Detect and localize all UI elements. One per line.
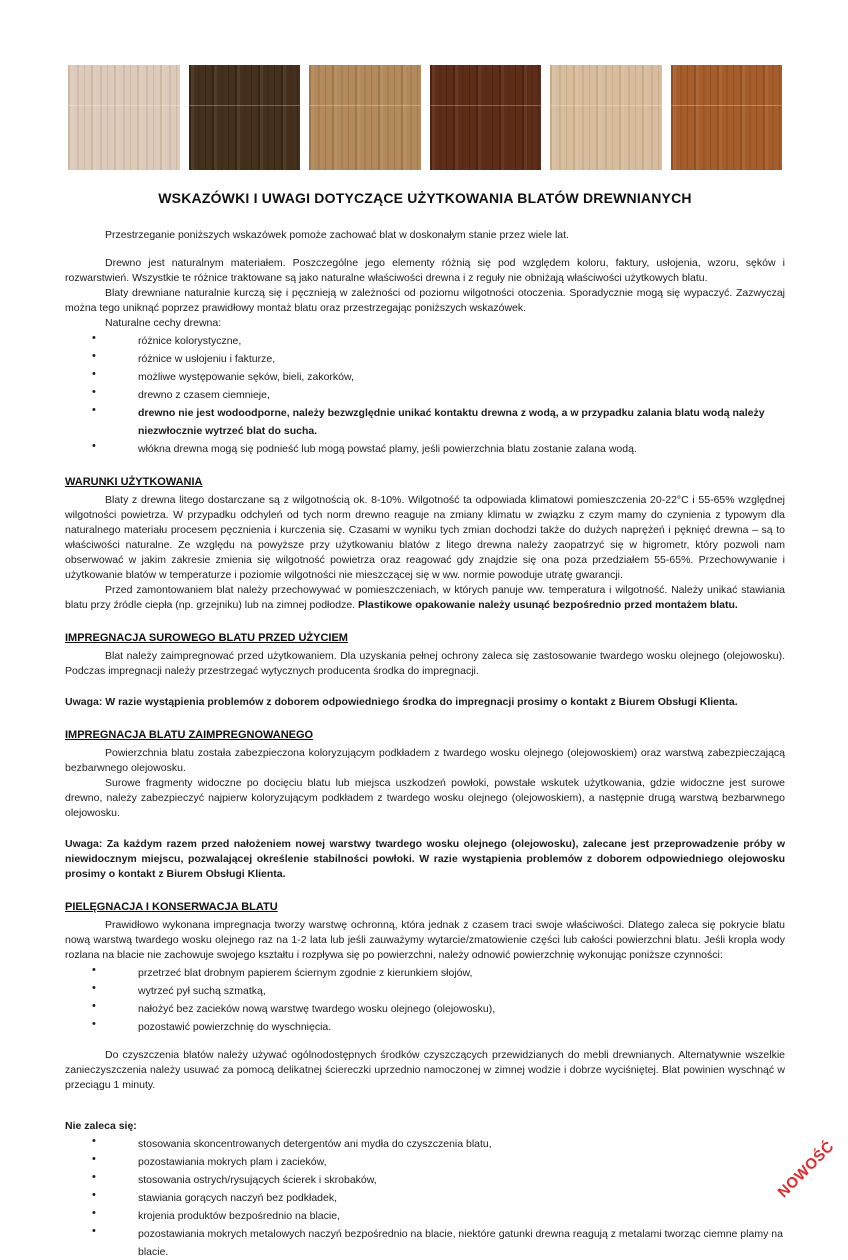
intro-paragraph-3: Blaty drewniane naturalnie kurczą się i pęcznieją w zależności od poziomu wilgotności otoczenia. Sporadycznie mogą się wypaczyć. Zazwyczaj można tego uniknąć poprzez prawidłowy montaż blatu oraz przestrzegając poniższych wskazówek.: [65, 287, 785, 314]
list-item: • drewno z czasem ciemnieje,: [65, 385, 785, 403]
section-heading-impregnation-raw: IMPREGNACJA SUROWEGO BLATU PRZED UŻYCIEM: [65, 632, 348, 644]
list-item: • stosowania ostrych/rysujących ścierek i skrobaków,: [65, 1170, 785, 1188]
list-item: • wytrzeć pył suchą szmatką,: [65, 981, 785, 999]
list-item: • nałożyć bez zacieków nową warstwę twardego wosku olejnego (olejowosku),: [65, 999, 785, 1017]
usage-paragraph-2-normal: Przed zamontowaniem blat należy przechowywać w pomieszczeniach, w których panuje ww. temperatura i wilgotność. Należy unikać stawiania blatu przy źródle ciepła (np. grzejniku) lub na zimnej podłodze.: [65, 584, 785, 611]
natural-features-list: [65, 331, 785, 457]
natural-features-label: Naturalne cechy drewna:: [105, 317, 222, 329]
intro-paragraph-1: Przestrzeganie poniższych wskazówek pomoże zachować blat w doskonałym stanie przez wiele lat.: [105, 229, 569, 241]
list-item: • pozostawiania mokrych plam i zacieków,: [65, 1152, 785, 1170]
section-heading-care: PIELĘGNACJA I KONSERWACJA BLATU: [65, 901, 278, 913]
wood-swatch-2: [189, 65, 301, 170]
not-recommended-list: [65, 1134, 785, 1260]
list-item: • różnice kolorystyczne,: [65, 331, 785, 349]
list-item: • pozostawić powierzchnię do wyschnięcia.: [65, 1017, 785, 1035]
wood-swatch-6: [671, 65, 783, 170]
wood-swatch-1: [68, 65, 180, 170]
usage-paragraph-1: Blaty z drewna litego dostarczane są z wilgotnością ok. 8-10%. Wilgotność ta odpowiada klimatowi pomieszczenia 20-22°C i 55-65% względnej wilgotności powietrza. W przypadku odchyleń od tych norm drewno reaguje na zmiany klimatu w związku z czym mamy do czynienia z typowym dla naturalnego materiału procesem pęcznienia i kurczenia się. Czasami w wyniku tych zmian dochodzi także do dużych naprężeń i pęknięć drewna – są to właściwości naturalne. Ze względu na powyższe przy użytkowaniu blatów z litego drewna należy zaopatrzyć się w higrometr, który pozwoli nam obserwować w jakim zakresie zmienia się wilgotność powietrza oraz reagować gdy znajdzie się ona poza przedziałem 55-65%. Przechowywanie i użytkowanie blatów w temperaturze i poziomie wilgotności nie mieszczącej się w ww. normie powoduje utratę gwarancji.: [65, 494, 785, 581]
list-item: • możliwe występowanie sęków, bieli, zakorków,: [65, 367, 785, 385]
usage-paragraph-2-bold: Plastikowe opakowanie należy usunąć bezpośrednio przed montażem blatu.: [358, 599, 738, 611]
wood-swatch-5: [550, 65, 662, 170]
usage-paragraph-2: [65, 583, 785, 613]
wood-swatch-3: [309, 65, 421, 170]
page-title: WSKAZÓWKI I UWAGI DOTYCZĄCE UŻYTKOWANIA BLATÓW DREWNIANYCH: [158, 190, 692, 206]
list-item: • drewno nie jest wodoodporne, należy bezwzględnie unikać kontaktu drewna z wodą, a w przypadku zalania blatu wodą należy niezwłocznie wytrzeć blat do sucha.: [65, 403, 785, 439]
impregnation-raw-note: Uwaga: W razie wystąpienia problemów z doborem odpowiedniego środka do impregnacji prosimy o kontakt z Biurem Obsługi Klienta.: [65, 696, 738, 708]
new-badge: NOWOŚĆ: [774, 1137, 838, 1202]
list-item: • stosowania skoncentrowanych detergentów ani mydła do czyszczenia blatu,: [65, 1134, 785, 1152]
care-paragraph-2: Do czyszczenia blatów należy używać ogólnodostępnych środków czyszczących przewidzianych do mebli drewnianych. Alternatywnie wszelkie zanieczyszczenia należy usuwać za pomocą delikatnej ściereczki uprzednio namoczonej w zimnej wodzie i dobrze wyciśniętej. Blat powinien wyschnąć w przeciągu 1 minuty.: [65, 1049, 785, 1091]
list-item: • pozostawiania mokrych metalowych naczyń bezpośrednio na blacie, niektóre gatunki drewna reagują z metalami tworząc ciemne plamy na blacie.: [65, 1224, 785, 1260]
care-steps-list: [65, 963, 785, 1035]
impregnation-treated-paragraph-2: Surowe fragmenty widoczne po docięciu blatu lub miejsca uszkodzeń powłoki, powstałe wskutek użytkowania, gdzie widoczne jest surowe drewno, należy zabezpieczyć najpierw koloryzującym podkładem z twardego wosku olejnego (olejowoskiem), a następnie drugą warstwą bezbarwnego olejowosku.: [65, 777, 785, 819]
list-item: • przetrzeć blat drobnym papierem ściernym zgodnie z kierunkiem słojów,: [65, 963, 785, 981]
not-recommended-label: Nie zaleca się:: [65, 1120, 137, 1132]
wood-swatch-row: [68, 65, 782, 170]
list-item: • różnice w usłojeniu i fakturze,: [65, 349, 785, 367]
impregnation-treated-paragraph-1: Powierzchnia blatu została zabezpieczona koloryzującym podkładem z twardego wosku olejnego (olejowoskiem) oraz warstwą zabezpieczającą bezbarwnego olejowosku.: [65, 747, 785, 774]
intro-paragraph-2: Drewno jest naturalnym materiałem. Poszczególne jego elementy różnią się pod względem koloru, faktury, usłojenia, wzoru, sęków i rozwarstwień. Wszystkie te różnice traktowane są jako naturalne właściwości drewna i z reguły nie obniżają właściwości użytkowych blatu.: [65, 257, 785, 284]
section-heading-usage: WARUNKI UŻYTKOWANIA: [65, 476, 203, 488]
impregnation-raw-paragraph: Blat należy zaimpregnować przed użytkowaniem. Dla uzyskania pełnej ochrony zaleca się zastosowanie twardego wosku olejnego (olejowosku). Podczas impregnacji należy przestrzegać wytycznych producenta środka do impregnacji.: [65, 650, 785, 677]
list-item: • stawiania gorących naczyń bez podkładek,: [65, 1188, 785, 1206]
impregnation-treated-note: Uwaga: Za każdym razem przed nałożeniem nowej warstwy twardego wosku olejnego (olejowosku), zalecane jest przeprowadzenie próby w niewidocznym miejscu, pozwalającej określenie stabilności powłoki. W razie wystąpienia problemów z doborem odpowiedniego olejowosku prosimy o kontakt z Biurem Obsługi Klienta.: [65, 838, 785, 880]
section-heading-impregnation-treated: IMPREGNACJA BLATU ZAIMPREGNOWANEGO: [65, 729, 314, 741]
list-item: • krojenia produktów bezpośrednio na blacie,: [65, 1206, 785, 1224]
wood-swatch-4: [430, 65, 542, 170]
list-item: • włókna drewna mogą się podnieść lub mogą powstać plamy, jeśli powierzchnia blatu zostanie zalana wodą.: [65, 439, 785, 457]
care-paragraph-1: Prawidłowo wykonana impregnacja tworzy warstwę ochronną, która jednak z czasem traci swoje właściwości. Dlatego zaleca się pokrycie blatu nową warstwą twardego wosku olejnego raz na 1-2 lata lub jeśli zauważymy wytarcie/zmatowienie części lub całości powierzchni blatu. Jeśli kropla wody rozlana na blacie nie zachowuje swojego kształtu i rozpływa się po powierzchni, należy odnowić powierzchnię wykonując poniższe czynności:: [65, 919, 785, 961]
